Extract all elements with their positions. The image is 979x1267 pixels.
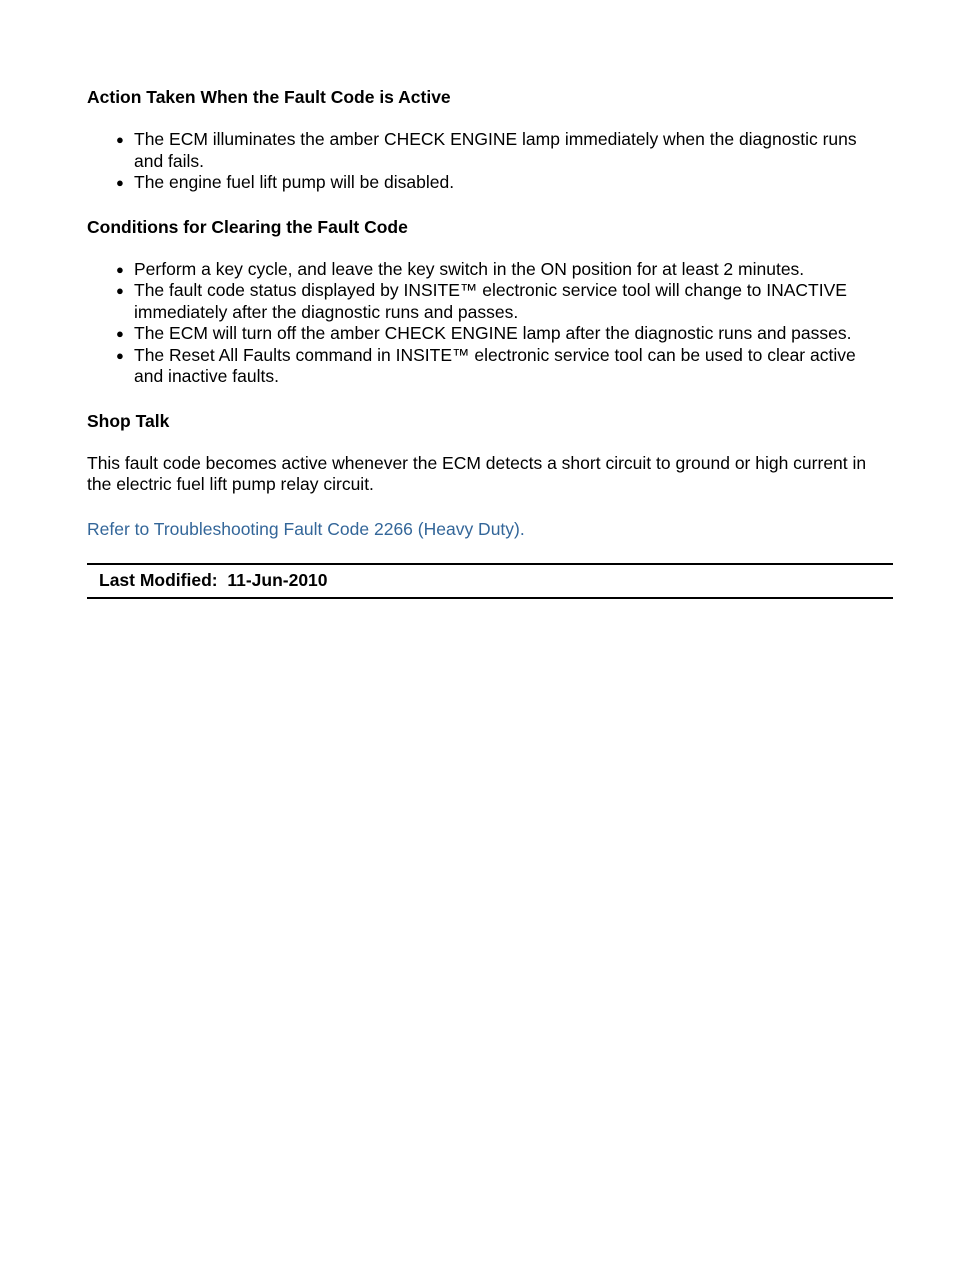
shop-talk-paragraph: This fault code becomes active whenever the ECM detects a short circuit to ground or high current in the electric fuel lift pump relay circuit. — [87, 452, 867, 494]
bullet-dot-icon: ● — [116, 132, 124, 147]
section-heading-action-taken: Action Taken When the Fault Code is Active — [87, 87, 451, 107]
bullet-dot-icon: ● — [116, 175, 124, 190]
list-item-text: Perform a key cycle, and leave the key switch in the ON position for at least 2 minutes. — [134, 258, 805, 279]
last-modified-bar — [87, 563, 893, 599]
section-heading-clearing-conditions: Conditions for Clearing the Fault Code — [87, 216, 408, 237]
bullet-dot-icon: ● — [116, 347, 124, 363]
bullet-dot-icon: ● — [116, 326, 124, 341]
troubleshooting-reference-link[interactable]: Refer to Troubleshooting Fault Code 2266 (Heavy Duty). — [87, 518, 525, 539]
list-item — [116, 344, 893, 388]
list-item-text: The ECM illuminates the amber CHECK ENGINE lamp immediately when the diagnostic runs and fails. — [134, 129, 857, 171]
list-item-text: The fault code status displayed by INSITE™ electronic service tool will change to INACTIVE immediately after the diagnostic runs and passes. — [134, 280, 847, 322]
bullet-list-action-taken — [87, 129, 893, 194]
list-item — [116, 172, 893, 194]
bullet-list-clearing-conditions — [87, 259, 893, 388]
list-item — [116, 280, 893, 323]
list-item — [116, 129, 893, 172]
list-item — [116, 258, 893, 281]
section-heading-shop-talk: Shop Talk — [87, 410, 170, 431]
bullet-dot-icon: ● — [116, 283, 124, 298]
list-item — [116, 323, 893, 345]
document-page — [87, 86, 893, 599]
last-modified-label: Last Modified: 11-Jun-2010 — [99, 570, 328, 590]
list-item-text: The ECM will turn off the amber CHECK ENGINE lamp after the diagnostic runs and passes. — [134, 323, 852, 343]
list-item-text: The Reset All Faults command in INSITE™ electronic service tool can be used to clear active and inactive faults. — [134, 344, 856, 386]
bullet-dot-icon: ● — [116, 261, 124, 277]
list-item-text: The engine fuel lift pump will be disabled. — [134, 172, 455, 192]
